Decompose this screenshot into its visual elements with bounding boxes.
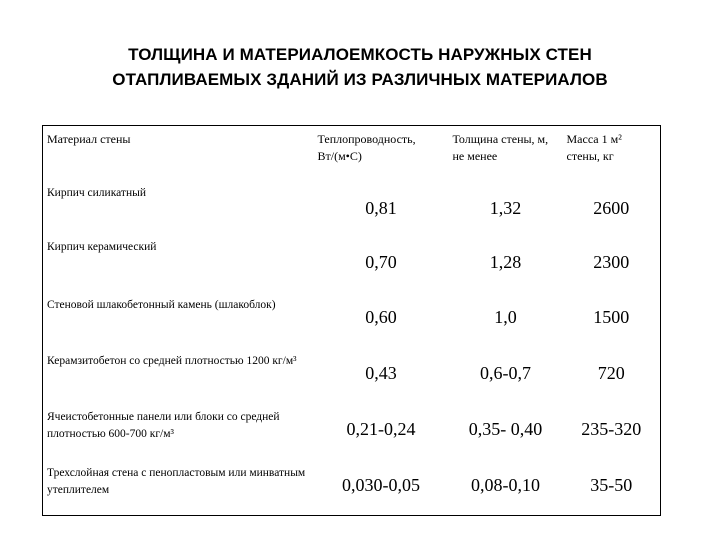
cell-material: Кирпич силикатный xyxy=(47,187,146,199)
table-row xyxy=(43,183,661,237)
table-row xyxy=(43,237,661,291)
cell-conductivity: 0,030-0,05 xyxy=(342,474,420,495)
table-header-row xyxy=(43,126,661,184)
cell-mass: 235-320 xyxy=(581,418,642,439)
cell-material: Трехслойная стена с пенопластовым или минватным утеплителем xyxy=(47,467,306,496)
title-line-2: ОТАПЛИВАЕМЫХ ЗДАНИЙ ИЗ РАЗЛИЧНЫХ МАТЕРИАЛОВ xyxy=(112,70,608,89)
cell-conductivity: 0,43 xyxy=(365,362,397,383)
cell-conductivity: 0,70 xyxy=(365,251,397,272)
cell-material: Ячеистобетонные панели или блоки со средней плотностью 600-700 кг/м³ xyxy=(47,411,280,440)
materials-table xyxy=(42,125,661,516)
title-line-1: ТОЛЩИНА И МАТЕРИАЛОЕМКОСТЬ НАРУЖНЫХ СТЕН xyxy=(128,45,592,64)
cell-material: Керамзитобетон со средней плотностью 1200 кг/м³ xyxy=(47,355,297,367)
header-material: Материал стены xyxy=(47,132,131,146)
header-thickness: Толщина стены, м, не менее xyxy=(452,132,549,163)
cell-mass: 1500 xyxy=(593,306,630,327)
page-title xyxy=(0,42,720,92)
cell-thickness: 1,32 xyxy=(489,197,522,218)
cell-thickness: 1,28 xyxy=(489,251,522,272)
header-conductivity: Теплопроводность, Вт/(м•С) xyxy=(317,132,416,163)
cell-material: Стеновой шлакобетонный камень (шлакоблок) xyxy=(47,299,276,311)
cell-material: Кирпич керамический xyxy=(47,241,157,253)
cell-conductivity: 0,21-0,24 xyxy=(346,418,416,439)
cell-mass: 720 xyxy=(597,362,625,383)
table-row xyxy=(43,347,661,403)
table-row xyxy=(43,291,661,347)
table-row xyxy=(43,403,661,459)
cell-mass: 2300 xyxy=(593,251,630,272)
header-mass: Масса 1 м² стены, кг xyxy=(566,132,622,163)
cell-mass: 35-50 xyxy=(590,474,633,495)
cell-mass: 2600 xyxy=(593,197,630,218)
table-row xyxy=(43,459,661,516)
cell-conductivity: 0,81 xyxy=(365,197,397,218)
cell-conductivity: 0,60 xyxy=(365,306,397,327)
cell-thickness: 0,6-0,7 xyxy=(480,362,531,383)
cell-thickness: 0,08-0,10 xyxy=(471,474,540,495)
cell-thickness: 1,0 xyxy=(494,306,517,327)
cell-thickness: 0,35- 0,40 xyxy=(468,418,543,439)
